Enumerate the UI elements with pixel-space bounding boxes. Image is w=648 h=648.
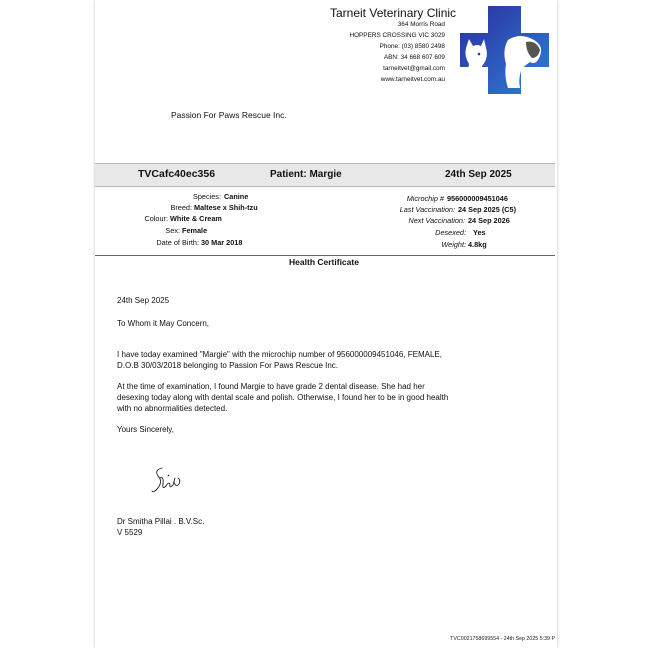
breed-label: Breed: <box>170 203 192 212</box>
letter-date: 24th Sep 2025 <box>117 296 170 305</box>
last-vaccination-value: 24 Sep 2025 (C5) <box>458 205 517 214</box>
colour-label: Colour: <box>144 214 168 223</box>
species-value: Canine <box>224 192 249 201</box>
clinic-name: Tarneit Veterinary Clinic <box>330 6 457 20</box>
sex-label: Sex: <box>165 226 180 235</box>
last-vaccination-label: Last Vaccination: <box>399 205 455 214</box>
clinic-email: tarneitvet@gmail.com <box>383 65 445 72</box>
closing: Yours Sincerely, <box>117 425 174 434</box>
clinic-address-line: HOPPERS CROSSING VIC 3029 <box>349 32 445 39</box>
header-date: 24th Sep 2025 <box>445 169 512 180</box>
clinic-abn: ABN: 34 668 607 609 <box>383 54 445 61</box>
microchip-value: 956000009451046 <box>447 194 508 203</box>
clinic-phone: Phone: (03) 8580 2498 <box>379 43 445 50</box>
desexed-value: Yes <box>473 228 486 237</box>
salutation: To Whom it May Concern, <box>117 319 210 328</box>
paragraph-line: desexing today along with dental scale and polish. Otherwise, I found her to be in good health <box>117 393 449 402</box>
next-vaccination-label: Next Vaccination: <box>408 216 465 225</box>
weight-value: 4.8kg <box>468 240 487 249</box>
recipient-name: Passion For Paws Rescue Inc. <box>171 110 287 120</box>
paragraph-line: D.O.B 30/03/2018 belonging to Passion For Paws Rescue Inc. <box>117 361 339 370</box>
certificate-title: Health Certificate <box>289 257 359 267</box>
record-id: TVCafc40ec356 <box>138 168 216 180</box>
next-vaccination-value: 24 Sep 2026 <box>468 216 510 225</box>
weight-label: Weight: <box>441 240 466 249</box>
paragraph-line: with no abnormalities detected. <box>117 404 228 413</box>
dob-label: Date of Birth: <box>156 238 199 247</box>
dob-value: 30 Mar 2018 <box>201 238 243 247</box>
document-footer: TVC0021758699554 - 24th Sep 2025 5:39 P <box>450 636 555 642</box>
patient-name: Patient: Margie <box>270 169 342 180</box>
desexed-label: Desexed: <box>435 228 466 237</box>
paragraph-line: At the time of examination, I found Margie to have grade 2 dental disease. She had her <box>117 382 425 391</box>
signature-icon <box>148 464 186 496</box>
species-label: Species: <box>193 192 221 201</box>
colour-value: White & Cream <box>170 214 222 223</box>
clinic-address-line: 364 Morris Road <box>397 21 445 28</box>
cross-with-cat-and-dog-logo-icon <box>460 6 549 94</box>
section-divider <box>95 255 555 256</box>
signer-registration: V 5529 <box>117 528 143 537</box>
breed-value: Maltese x Shih-tzu <box>194 203 258 212</box>
paragraph-line: I have today examined "Margie" with the microchip number of 956000009451046, FEMALE, <box>117 350 442 359</box>
clinic-website: www.tarneitvet.com.au <box>380 76 445 83</box>
signer-name: Dr Smitha Pillai . B.V.Sc. <box>117 517 205 526</box>
sex-value: Female <box>182 226 208 235</box>
microchip-label: Microchip # <box>406 194 444 203</box>
